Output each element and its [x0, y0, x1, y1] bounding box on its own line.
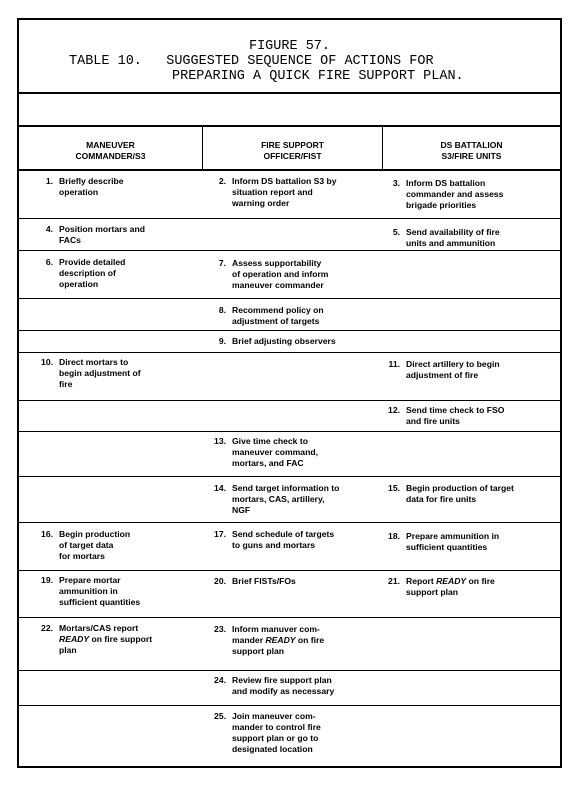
step-text-line: ammunition in [59, 586, 118, 596]
step-text-line: begin adjustment of [59, 368, 141, 378]
step-text-line: plan [59, 645, 77, 655]
step-text-line: Briefly describe [59, 176, 124, 186]
step-number: 7. [218, 258, 226, 268]
row-divider [19, 250, 560, 251]
step-text-line: data for fire units [406, 494, 477, 504]
figure-title: FIGURE 57. [248, 39, 330, 54]
step-text-line: mander READY on fire [232, 635, 325, 645]
title-block [19, 20, 560, 94]
step-number: 15. [388, 483, 400, 493]
step-number: 4. [45, 224, 53, 234]
table-title-continued: PREPARING A QUICK FIRE SUPPORT PLAN. [172, 69, 464, 84]
step-text-line: Prepare ammunition in [406, 531, 500, 541]
step-text-line: Begin production [59, 529, 131, 539]
row-divider [19, 330, 560, 331]
step-text-line: to guns and mortars [232, 540, 316, 550]
step-text-line: Send availability of fire [406, 227, 500, 237]
step-number: 20. [214, 576, 226, 586]
step-text-line: description of [59, 268, 116, 278]
step-text-line: mortars, CAS, artillery, [232, 494, 325, 504]
step-text-line: Send time check to FSO [406, 405, 505, 415]
step-text-line: of target data [59, 540, 114, 550]
step-text-line: situation report and [232, 187, 313, 197]
step-text-line: Direct artillery to begin [406, 359, 500, 369]
step-text-line: support plan or go to [232, 733, 319, 743]
step-text-line: Position mortars and [59, 224, 145, 234]
step-number: 10. [41, 357, 53, 367]
step-number: 5. [392, 227, 400, 237]
row-divider [19, 431, 560, 432]
step-number: 19. [41, 575, 53, 585]
row-divider [19, 352, 560, 353]
step-text-line: operation [59, 279, 99, 289]
step-text-line: Assess supportability [232, 258, 322, 268]
step-text-line: Inform manuver com- [232, 624, 320, 634]
step-number: 12. [388, 405, 400, 415]
step-number: 2. [218, 176, 226, 186]
step-text-line: Send schedule of targets [232, 529, 335, 539]
table-title: TABLE 10. SUGGESTED SEQUENCE OF ACTIONS FOR [69, 54, 434, 69]
blank-row [19, 94, 560, 127]
step-text-line: fire [59, 379, 73, 389]
step-text-line: Report READY on fire [406, 576, 495, 586]
step-number: 14. [214, 483, 226, 493]
row-divider [19, 400, 560, 401]
step-number: 3. [392, 178, 400, 188]
step-text-line: Begin production of target [406, 483, 514, 493]
step-number: 22. [41, 623, 53, 633]
row-divider [19, 670, 560, 671]
step-text-line: and modify as necessary [232, 686, 335, 696]
step-text-line: Recommend policy on [232, 305, 324, 315]
step-text-line: Join maneuver com- [232, 711, 316, 721]
step-number: 6. [45, 257, 53, 267]
step-number: 21. [388, 576, 400, 586]
step-text-line: FACs [59, 235, 81, 245]
step-text-line: brigade priorities [406, 200, 477, 210]
step-text-line: of operation and inform [232, 269, 329, 279]
step-text-line: NGF [232, 505, 251, 515]
step-text-line: mortars, and FAC [232, 458, 304, 468]
step-number: 23. [214, 624, 226, 634]
step-number: 18. [388, 531, 400, 541]
step-number: 8. [218, 305, 226, 315]
column-header-fso: FIRE SUPPORT OFFICER/FIST [203, 127, 383, 171]
row-divider [19, 522, 560, 523]
step-text-line: Provide detailed [59, 257, 126, 267]
step-text-line: Inform DS battalion S3 by [232, 176, 337, 186]
step-number: 11. [388, 359, 400, 369]
step-text-line: maneuver command, [232, 447, 318, 457]
step-text-line: support plan [406, 587, 459, 597]
step-text-line: sufficient quantities [59, 597, 141, 607]
step-number: 1. [45, 176, 53, 186]
step-text-line: Direct mortars to [59, 357, 129, 367]
table-frame [17, 18, 562, 768]
row-divider [19, 298, 560, 299]
step-text-line: Mortars/CAS report [59, 623, 139, 633]
row-divider [19, 476, 560, 477]
step-text-line: READY on fire support [59, 634, 153, 644]
step-text-line: adjustment of fire [406, 370, 479, 380]
step-text-line: Brief FISTs/FOs [232, 576, 296, 586]
row-divider [19, 705, 560, 706]
step-text-line: operation [59, 187, 99, 197]
step-text-line: and fire units [406, 416, 460, 426]
step-text-line: sufficient quantities [406, 542, 488, 552]
step-number: 13. [214, 436, 226, 446]
step-text-line: designated location [232, 744, 313, 754]
step-text-line: Review fire support plan [232, 675, 332, 685]
step-number: 16. [41, 529, 53, 539]
step-text-line: maneuver commander [232, 280, 324, 290]
step-text-line: mander to control fire [232, 722, 321, 732]
column-header-maneuver: MANEUVER COMMANDER/S3 [19, 127, 203, 171]
step-text-line: Send target information to [232, 483, 340, 493]
step-text-line: Brief adjusting observers [232, 336, 336, 346]
step-text-line: Prepare mortar [59, 575, 121, 585]
step-number: 24. [214, 675, 226, 685]
step-number: 17. [214, 529, 226, 539]
row-divider [19, 617, 560, 618]
row-divider [19, 218, 560, 219]
step-number: 9. [218, 336, 226, 346]
step-text-line: commander and assess [406, 189, 504, 199]
step-text-line: for mortars [59, 551, 105, 561]
step-text-line: adjustment of targets [232, 316, 320, 326]
step-text-line: warning order [232, 198, 290, 208]
row-divider [19, 570, 560, 571]
column-header-ds-battalion: DS BATTALION S3/FIRE UNITS [383, 127, 560, 171]
step-text-line: support plan [232, 646, 285, 656]
step-number: 25. [214, 711, 226, 721]
step-text-line: Give time check to [232, 436, 308, 446]
step-text-line: units and ammunition [406, 238, 496, 248]
step-text-line: Inform DS battalion [406, 178, 486, 188]
